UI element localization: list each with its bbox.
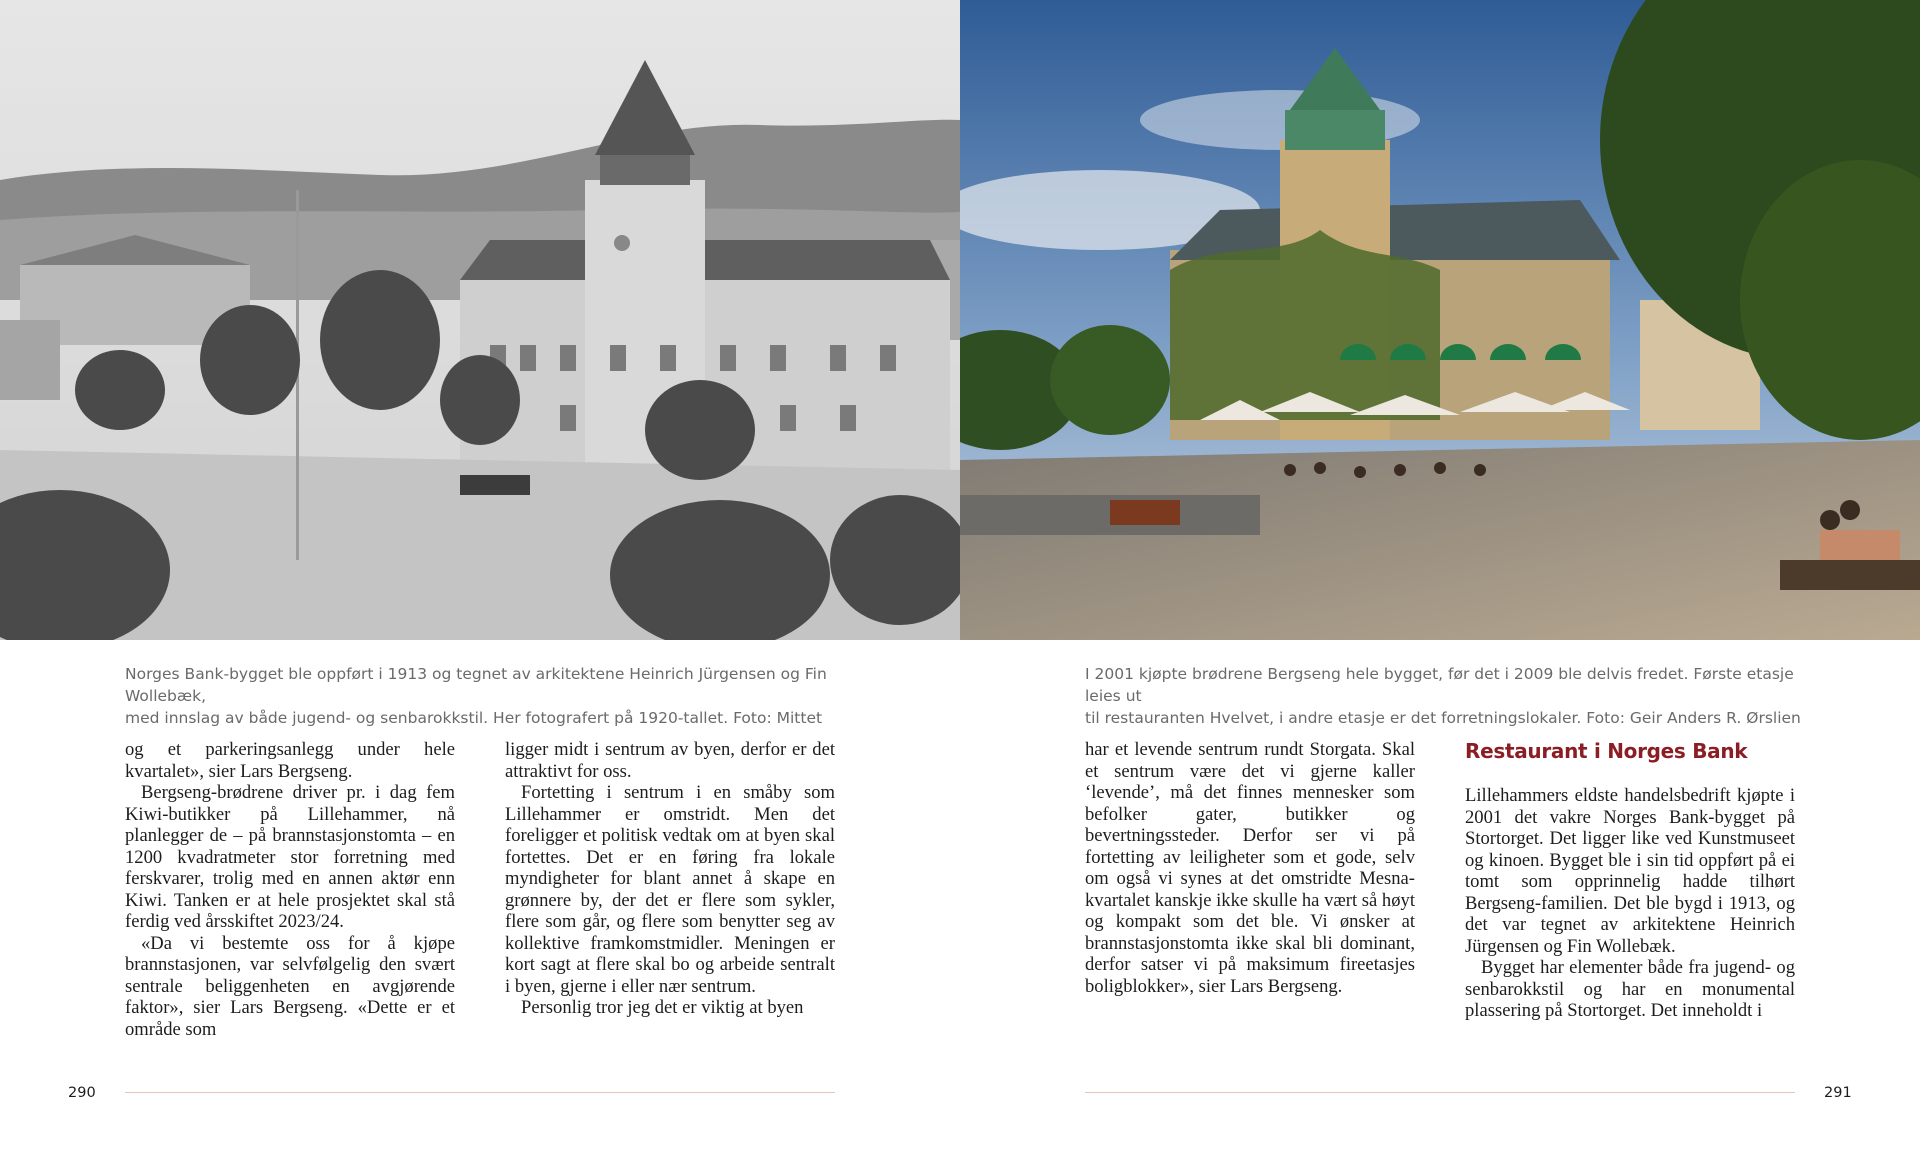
footer-rule-left bbox=[125, 1092, 835, 1093]
caption-line: I 2001 kjøpte brødrene Bergseng hele bygget, før det i 2009 ble delvis fredet. Første etasje leies ut bbox=[1085, 665, 1794, 705]
modern-color-photo-image bbox=[960, 0, 1920, 640]
photo-caption-right bbox=[1085, 663, 1825, 729]
paragraph: Bygget har elementer både fra jugend- og senbarokkstil og har en monumental plassering på Stortorget. Det inneholdt i bbox=[1465, 957, 1795, 1021]
text-column-3 bbox=[1085, 739, 1415, 997]
page-number-right: 291 bbox=[1824, 1085, 1852, 1101]
text-column-4 bbox=[1465, 739, 1795, 1022]
historic-bw-photo bbox=[0, 0, 960, 640]
caption-line: til restauranten Hvelvet, i andre etasje er det forretningslokaler. Foto: Geir Anders R. Ørslien bbox=[1085, 709, 1801, 727]
section-heading: Restaurant i Norges Bank bbox=[1465, 739, 1748, 763]
paragraph: Lillehammers eldste handelsbedrift kjøpte i 2001 det vakre Norges Bank-bygget på Stortorget. Det ligger like ved Kunstmuseet og kinoen. Bygget ble i sin tid oppført på ei tomt som opprinnelig hadde tilhørt Bergseng-familien. Det ble bygd i 1913, og det var tegnet av arkitektene Heinrich Jürgensen og Fin Wollebæk. bbox=[1465, 785, 1795, 957]
paragraph: Fortetting i sentrum i en småby som Lillehammer er omstridt. Men det foreligger et politisk vedtak om at byen skal fortettes. Det er en føring fra lokale myndigheter for blant annet å skape en grønnere by, der det er flere som sykler, flere som går, og flere som benytter seg av kollektive framkomstmidler. Meningen er kort sagt at flere skal bo og arbeide sentralt i byen, gjerne i eller nær sentrum. bbox=[505, 782, 835, 997]
photo-caption-left bbox=[125, 663, 865, 729]
paragraph: Bergseng-brødrene driver pr. i dag fem Kiwi-butikker på Lillehammer, nå planlegger de – på brannstasjonstomta – en 1200 kvadratmeter stor forretning med ferskvarer, trolig med en annen aktør enn Kiwi. Tanken er at hele prosjektet skal stå ferdig ved årsskiftet 2023/24. bbox=[125, 782, 455, 932]
paragraph: har et levende sentrum rundt Storgata. Skal et sentrum være det vi gjerne kaller ‘levende’, må det finnes mennesker som befolker gater, butikker og bevertningssteder. Derfor ser vi på fortetting av leiligheter som et gode, selv om også vi synes at det omstridte Mesna-kvartalet kanskje ikke skulle ha vært så høyt og kompakt som det ble. Vi ønsker at brannstasjonstomta ikke skal bli dominant, derfor satser vi på maksimum fireetasjes boligblokker», sier Lars Bergseng. bbox=[1085, 739, 1415, 997]
historic-bw-photo-image bbox=[0, 0, 960, 640]
caption-line: Norges Bank-bygget ble oppført i 1913 og tegnet av arkitektene Heinrich Jürgensen og Fin Wollebæk, bbox=[125, 665, 827, 705]
footer-rule-right bbox=[1085, 1092, 1795, 1093]
paragraph: ligger midt i sentrum av byen, derfor er det attraktivt for oss. bbox=[505, 739, 835, 782]
paragraph: «Da vi bestemte oss for å kjøpe brannstasjonen, var selvfølgelig den svært sentrale beliggenheten en avgjørende faktor», sier Lars Bergseng. «Dette er et område som bbox=[125, 932, 455, 1040]
caption-line: med innslag av både jugend- og senbarokkstil. Her fotografert på 1920-tallet. Foto: Mittet bbox=[125, 709, 823, 727]
text-column-2 bbox=[505, 739, 835, 1019]
paragraph: Personlig tror jeg det er viktig at byen bbox=[521, 997, 804, 1018]
modern-color-photo bbox=[960, 0, 1920, 640]
page-number-left: 290 bbox=[68, 1085, 96, 1101]
text-column-1 bbox=[125, 739, 455, 1040]
paragraph: og et parkeringsanlegg under hele kvartalet», sier Lars Bergseng. bbox=[125, 739, 455, 782]
